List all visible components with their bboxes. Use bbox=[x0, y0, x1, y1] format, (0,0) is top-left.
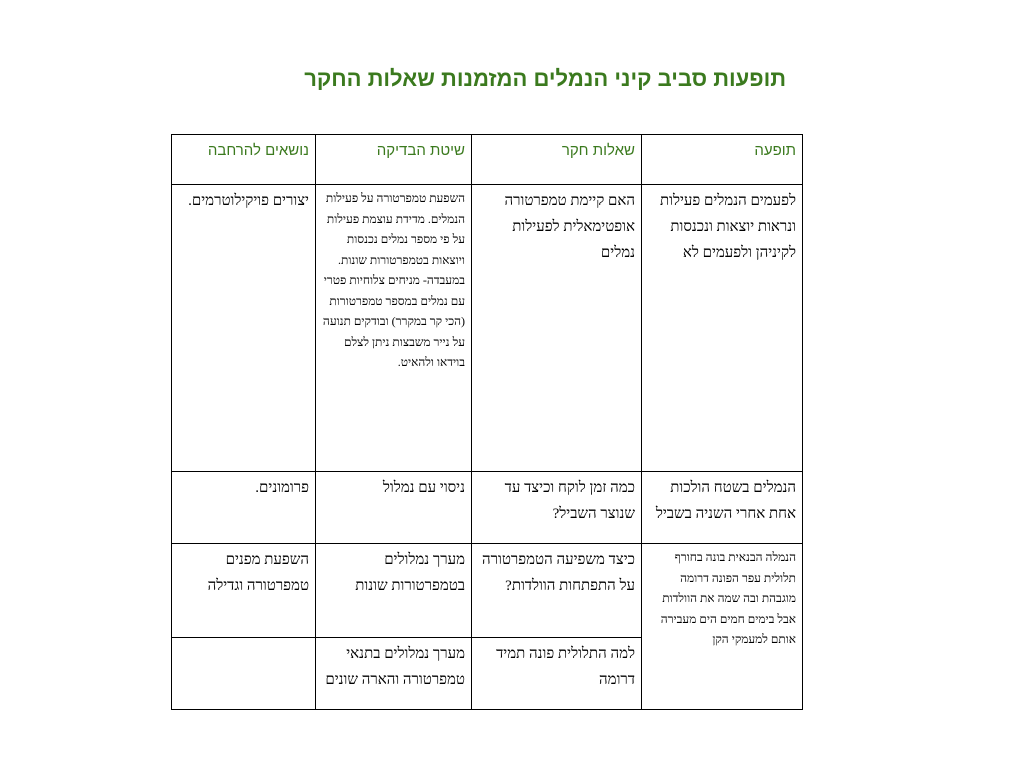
cell-question: למה התלולית פונה תמיד דרומה bbox=[472, 638, 642, 710]
cell-topics: יצורים פויקילוטרמים. bbox=[172, 185, 316, 472]
cell-method: ניסוי עם נמלול bbox=[316, 472, 472, 544]
header-method: שיטת הבדיקה bbox=[316, 135, 472, 185]
cell-phenomenon: הנמלה הבנאית בונה בחורף תלולית עפר הפונה דרומה מוגבהת ובה שמה את הוולדות אבל בימים חמים הים מעבירה אותם למעמקי הקן bbox=[642, 544, 803, 710]
table-row bbox=[172, 472, 803, 544]
header-research-questions: שאלות חקר bbox=[472, 135, 642, 185]
cell-phenomenon: לפעמים הנמלים פעילות ונראות יוצאות ונכנסות לקיניהן ולפעמים לא bbox=[642, 185, 803, 472]
cell-topics: השפעת מפנים טמפרטורה וגדילה bbox=[172, 544, 316, 638]
cell-phenomenon: הנמלים בשטח הולכות אחת אחרי השניה בשביל bbox=[642, 472, 803, 544]
table-row bbox=[172, 544, 803, 638]
research-table bbox=[171, 134, 803, 710]
cell-method: מערך נמלולים בטמפרטורות שונות bbox=[316, 544, 472, 638]
table-header-row bbox=[172, 135, 803, 185]
cell-question: האם קיימת טמפרטורה אופטימאלית לפעילות נמלים bbox=[472, 185, 642, 472]
cell-topics bbox=[172, 638, 316, 710]
page-title: תופעות סביב קיני הנמלים המזמנות שאלות החקר bbox=[304, 66, 786, 91]
cell-method: מערך נמלולים בתנאי טמפרטורה והארה שונים bbox=[316, 638, 472, 710]
cell-question: כמה זמן לוקח וכיצד עד שנוצר השביל? bbox=[472, 472, 642, 544]
cell-topics: פרומונים. bbox=[172, 472, 316, 544]
table-row bbox=[172, 185, 803, 472]
cell-method: השפעת טמפרטורה על פעילות הנמלים. מדידת עוצמת פעילות על פי מספר נמלים נכנסות ויוצאות בטמפרטורות שונות. במעבדה- מניחים צלוחיות פטרי עם נמלים במספר טמפרטורות (הכי קר במקרר) ובודקים תנועה על נייר משבצות ניתן לצלם בוידאו ולהאיט. bbox=[316, 185, 472, 472]
header-phenomenon: תופעה bbox=[642, 135, 803, 185]
header-expansion-topics: נושאים להרחבה bbox=[172, 135, 316, 185]
cell-question: כיצד משפיעה הטמפרטורה על התפתחות הוולדות? bbox=[472, 544, 642, 638]
